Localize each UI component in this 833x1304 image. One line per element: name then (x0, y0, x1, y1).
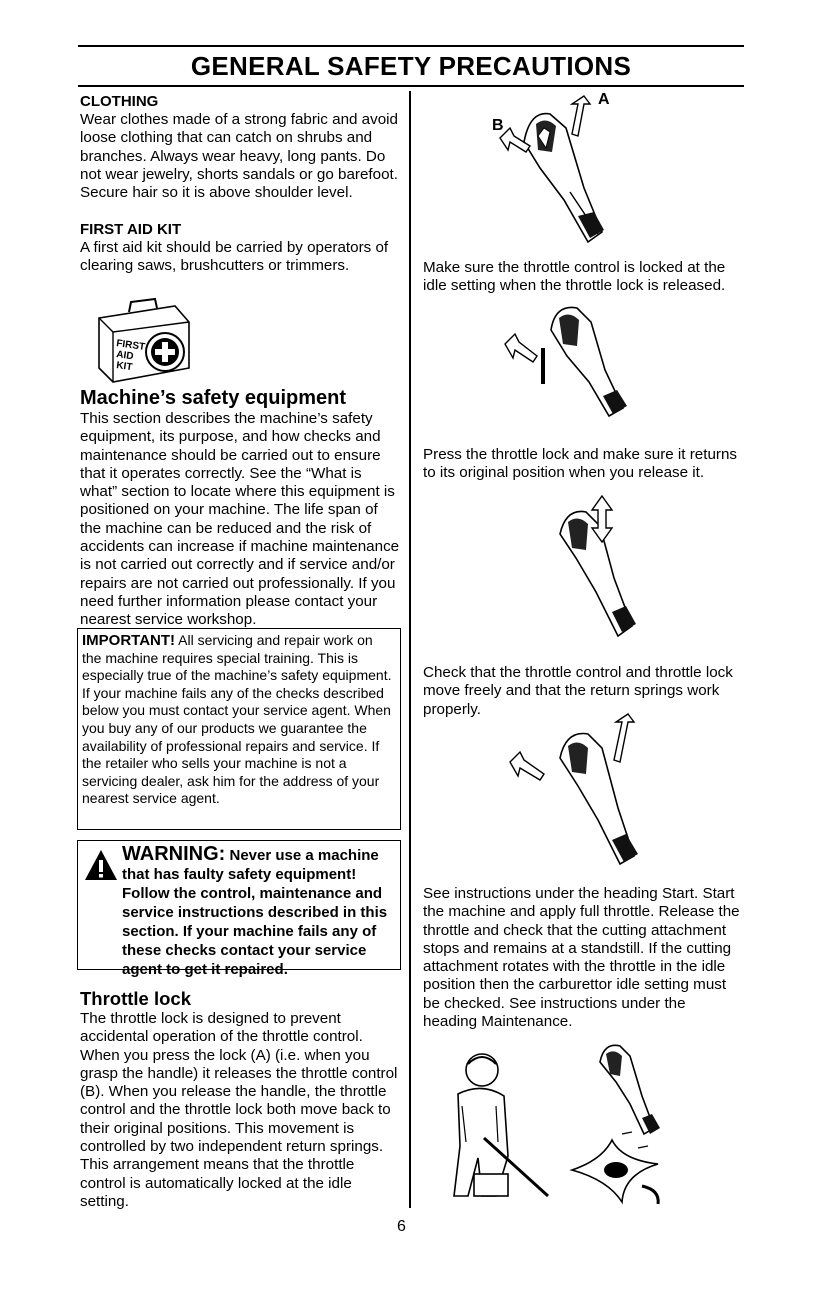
label-b: B (492, 117, 504, 134)
page-title: GENERAL SAFETY PRECAUTIONS (190, 51, 632, 81)
warning-content (122, 845, 396, 979)
throttle-handle-lock-illustration (495, 300, 645, 420)
column-divider (409, 91, 411, 1208)
throttle-handle-idle-illustration (580, 1040, 680, 1140)
throttle-handle-springs-illustration (500, 712, 660, 872)
clothing-section (80, 93, 400, 202)
first-aid-text: A first aid kit should be carried by operators of clearing saws, brushcutters or trimmers. (80, 239, 389, 275)
important-text: All servicing and repair work on the machine requires special training. This is especially true of the machine’s safety equipment. If your machine fails any of the checks described below you must contact your service agent. When you buy any of our products we guarantee the availability of professional repairs and service. If the retailer who sells your machine is not a servicing dealer, ask him for the address of your nearest service agent. (82, 632, 392, 807)
check-move-freely-text: Check that the throttle control and throttle lock move freely and that the return springs work properly. (423, 664, 733, 718)
first-aid-section (80, 221, 400, 276)
throttle-lock-section (80, 987, 400, 1211)
throttle-handle-ab-illustration (480, 92, 640, 252)
kit-label-aid: AID (115, 349, 135, 363)
check-idle-text: See instructions under the heading Start. Start the machine and apply full throttle. Release the throttle and check that the cutting attachment stops and remains at a standstill. If the cutting attachment rotates with the throttle in the idle position then the carburettor idle setting must be checked. See instructions under the heading Maintenance. (423, 885, 740, 1031)
safety-equipment-section (80, 387, 400, 630)
trimmer-head-illustration (562, 1130, 672, 1210)
first-aid-kit-icon (85, 298, 195, 388)
throttle-lock-text: The throttle lock is designed to prevent accidental operation of the throttle control. When you press the lock (A) (i.e. when you grasp the handle) it releases the throttle control (B). When you release the handle, the throttle control and the throttle lock both move back to their original positions. This movement is controlled by two independent return springs. This arrangement means that the throttle control is automatically locked at the idle setting. (80, 1010, 398, 1210)
label-a: A (598, 91, 610, 108)
title-underline (78, 85, 744, 87)
warning-box (77, 840, 401, 978)
throttle-handle-press-illustration (530, 494, 660, 644)
check-locked-text: Make sure the throttle control is locked at the idle setting when the throttle lock is released. (423, 259, 726, 295)
throttle-lock-heading: Throttle lock (80, 988, 192, 1009)
kit-label-first: FIRST (115, 338, 146, 353)
safety-equipment-text: This section describes the machine’s safety equipment, its purpose, and how checks and maintenance should be carried out to ensure that it operates correctly. See the “What is what” section to locate where this equipment is positioned on your machine. The life span of the machine can be reduced and the risk of accidents can increase if machine maintenance is not carried out correctly and if service and/or repairs are not carried out professionally. If you need further information please contact your nearest service workshop. (80, 410, 400, 629)
warning-triangle-icon (84, 849, 118, 881)
check-lock-return-text: Press the throttle lock and make sure it returns to its original position when you release it. (423, 446, 738, 482)
clothing-heading: CLOTHING (80, 93, 159, 110)
kit-label-kit: KIT (115, 360, 134, 374)
safety-equipment-heading: Machine’s safety equipment (80, 387, 346, 409)
warning-text: Never use a machine that has faulty safety equipment! Follow the control, maintenance and service instructions described in this section. If your machine fails any of these checks contact your service agent to get it repaired. (122, 847, 388, 978)
first-aid-heading: FIRST AID KIT (80, 221, 182, 238)
warning-label: WARNING: (122, 843, 226, 865)
page-number: 6 (397, 1218, 406, 1235)
clothing-text: Wear clothes made of a strong fabric and avoid loose clothing that can catch on shrubs and branches. Always wear heavy, long pants. Do not wear jewelry, shorts sandals or go barefoot. Secure hair so it is above shoulder level. (80, 111, 398, 202)
important-notice (77, 628, 401, 830)
top-rule (78, 45, 744, 47)
important-label: IMPORTANT! (82, 632, 176, 649)
operator-with-trimmer-illustration (438, 1046, 558, 1206)
